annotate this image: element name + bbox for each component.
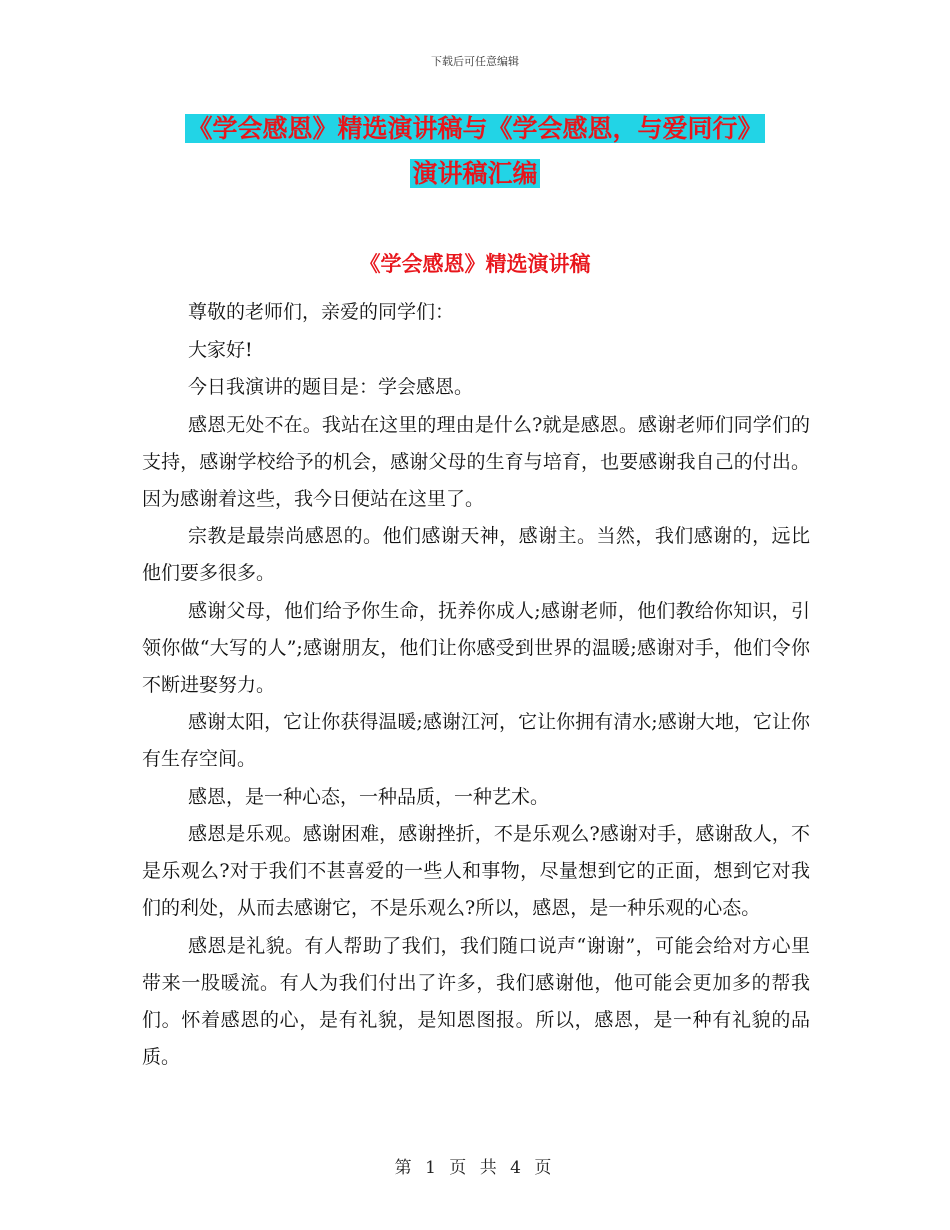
document-title-line-2	[0, 157, 950, 191]
document-title-text-1: 《学会感恩》精选演讲稿与《学会感恩，与爱同行》	[187, 114, 763, 143]
paragraph: 尊敬的老师们，亲爱的同学们：	[188, 301, 455, 323]
paragraph: 今日我演讲的题目是：学会感恩。	[188, 376, 474, 398]
page-number: 第 1 页 共 4 页	[394, 1158, 556, 1178]
section-title: 《学会感恩》精选演讲稿	[359, 252, 591, 276]
document-title-line-1	[0, 112, 950, 146]
paragraph: 大家好!	[188, 338, 253, 361]
speech-body	[142, 294, 810, 1076]
paragraph: 感恩，是一种心态，一种品质，一种艺术。	[188, 785, 550, 808]
document-title-text-2: 演讲稿汇编	[412, 159, 538, 188]
paragraph: 感恩是礼貌。有人帮助了我们，我们随口说声“谢谢”，可能会给对方心里带来一股暖流。有人为我们付出了许多，我们感谢他，他可能会更加多的帮我们。怀着感恩的心，是有礼貌，是知恩图报。所以，感恩，是一种有礼貌的品质。	[142, 934, 810, 1068]
paragraph: 感恩无处不在。我站在这里的理由是什么?就是感恩。感谢老师们同学们的支持，感谢学校给予的机会，感谢父母的生育与培育，也要感谢我自己的付出。因为感谢着这些，我今日便站在这里了。	[142, 413, 810, 510]
paragraph: 宗教是最崇尚感恩的。他们感谢天神，感谢主。当然，我们感谢的，远比他们要多很多。	[142, 525, 810, 584]
paragraph: 感恩是乐观。感谢困难，感谢挫折，不是乐观么?感谢对手，感谢敌人，不是乐观么?对于我们不甚喜爱的一些人和事物，尽量想到它的正面，想到它对我们的利处，从而去感谢它，不是乐观么?所以，感恩，是一种乐观的心态。	[142, 823, 810, 919]
paragraph: 感谢太阳，它让你获得温暖;感谢江河，它让你拥有清水;感谢大地，它让你有生存空间。	[142, 711, 810, 770]
header-note: 下载后可任意编辑	[431, 55, 519, 68]
paragraph: 感谢父母，他们给予你生命，抚养你成人;感谢老师，他们教给你知识，引领你做“大写的人”;感谢朋友，他们让你感受到世界的温暖;感谢对手，他们令你不断进娶努力。	[142, 599, 810, 696]
